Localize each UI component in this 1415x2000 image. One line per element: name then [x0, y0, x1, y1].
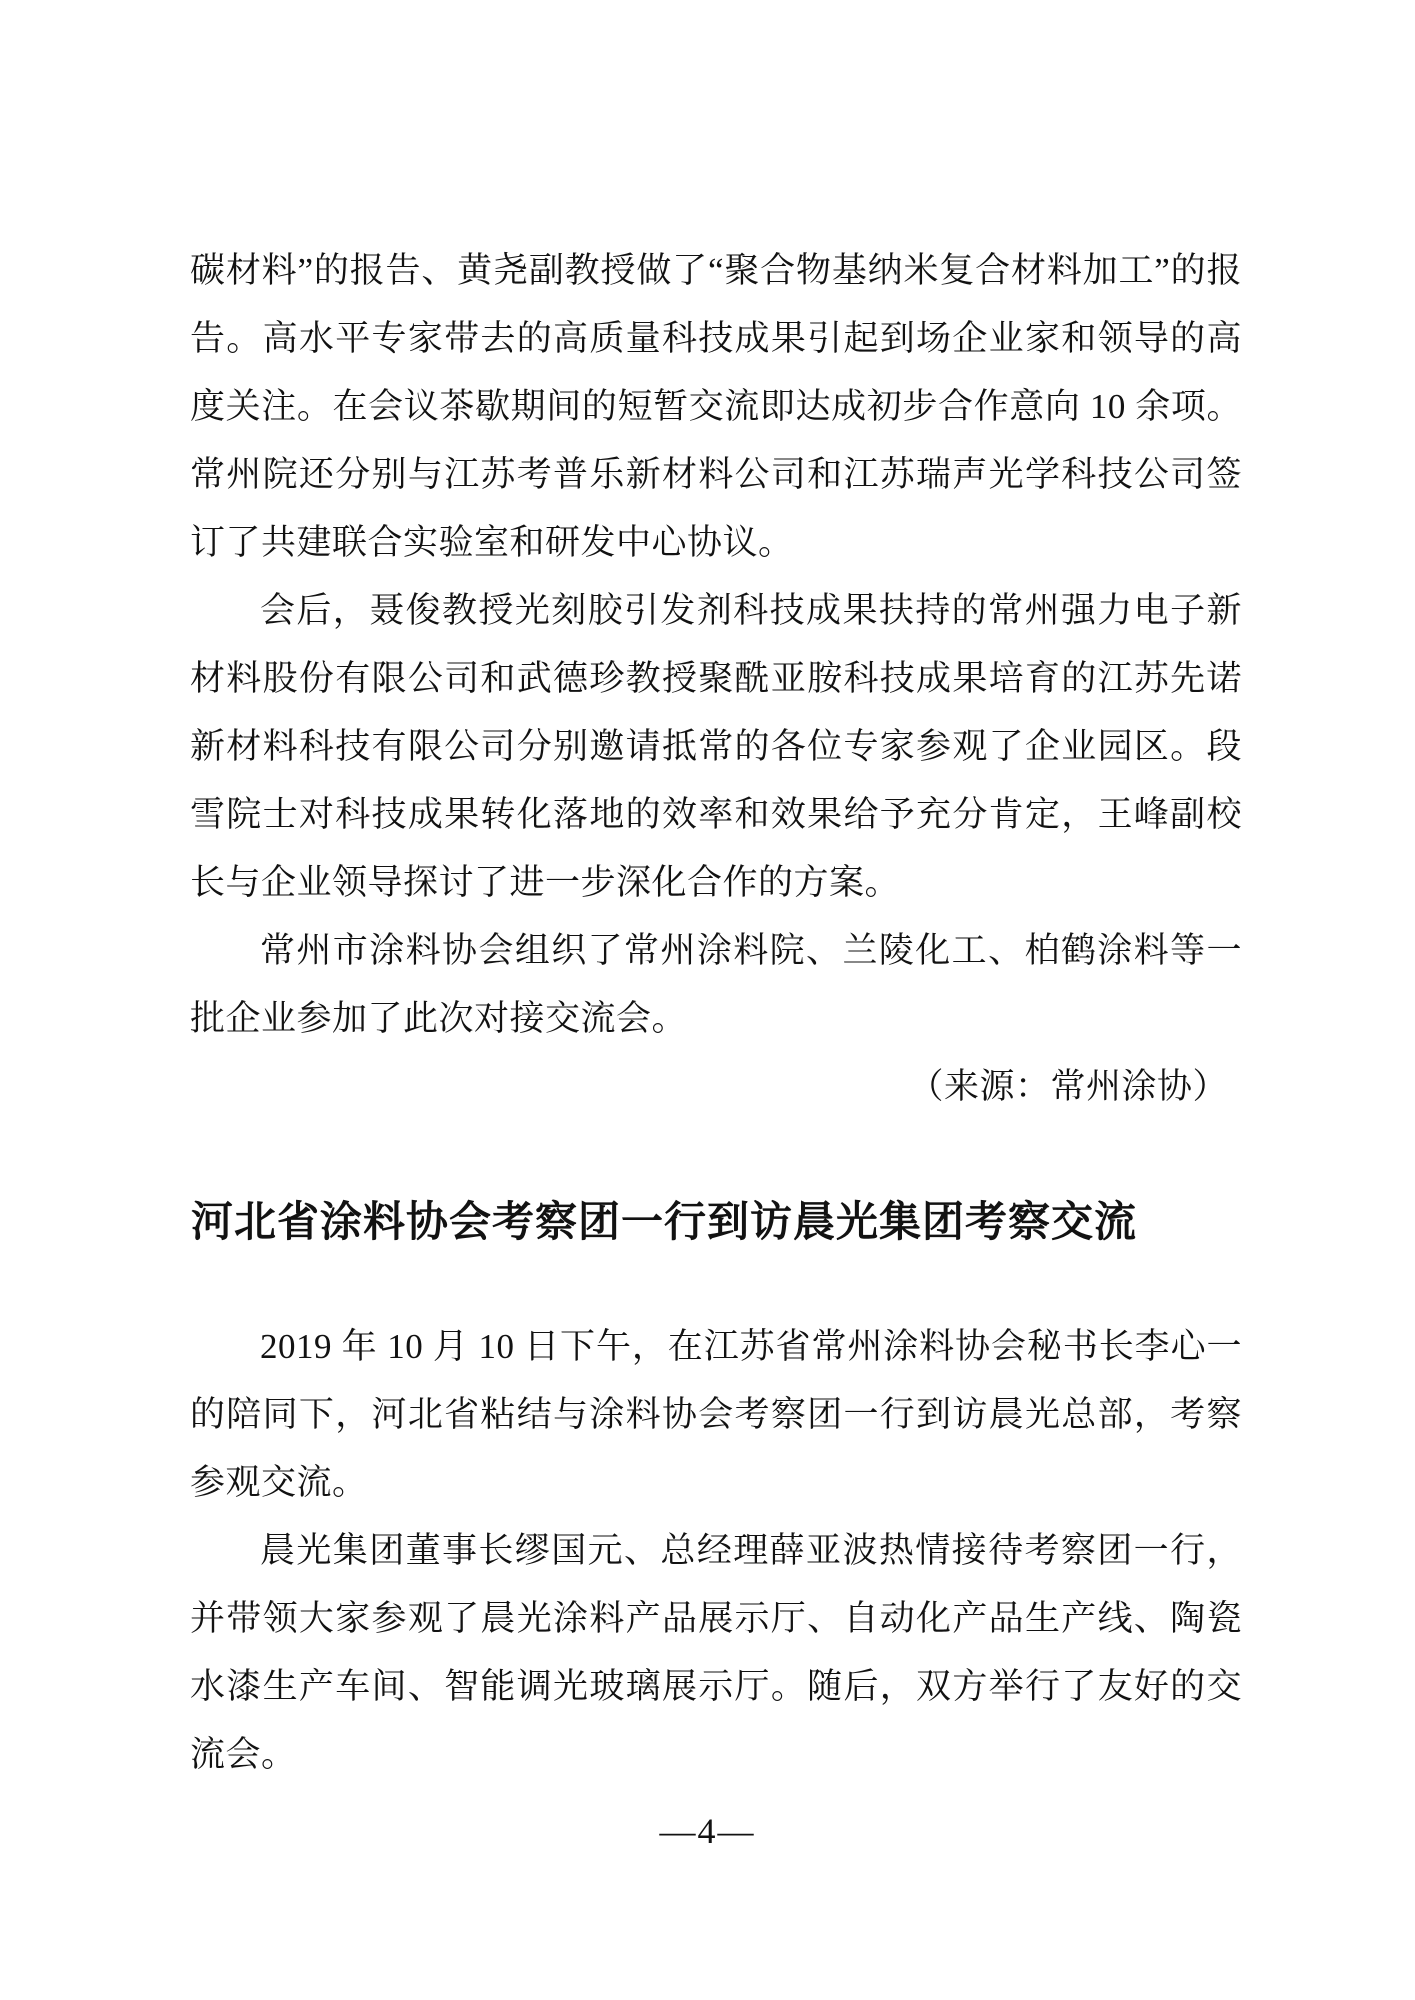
page-content	[190, 237, 1242, 1789]
article-coating-exchange	[190, 237, 1242, 1121]
paragraph-visit-intro: 2019 年 10 月 10 日下午，在江苏省常州涂料协会秘书长李心一的陪同下，河北省粘结与涂料协会考察团一行到访晨光总部，考察参观交流。	[190, 1327, 1242, 1502]
paragraph-association-organized: 常州市涂料协会组织了常州涂料院、兰陵化工、柏鹤涂料等一批企业参加了此次对接交流会。	[190, 931, 1242, 1038]
article-hebei-visit	[190, 1189, 1242, 1789]
page-number: —4—	[659, 1811, 756, 1851]
paragraph-after-meeting: 会后，聂俊教授光刻胶引发剂科技成果扶持的常州强力电子新材料股份有限公司和武德珍教授聚酰亚胺科技成果培育的江苏先诺新材料科技有限公司分别邀请抵常的各位专家参观了企业园区。段雪院士对科技成果转化落地的效率和效果给予充分肯定，王峰副校长与企业领导探讨了进一步深化合作的方案。	[190, 591, 1242, 902]
paragraph-visit-details: 晨光集团董事长缪国元、总经理薛亚波热情接待考察团一行，并带领大家参观了晨光涂料产品展示厅、自动化产品生产线、陶瓷水漆生产车间、智能调光玻璃展示厅。随后，双方举行了友好的交流会。	[190, 1531, 1242, 1774]
source-attribution: （来源：常州涂协）	[908, 1067, 1228, 1106]
paragraph-continuation: 碳材料”的报告、黄尧副教授做了“聚合物基纳米复合材料加工”的报告。高水平专家带去的高质量科技成果引起到场企业家和领导的高度关注。在会议茶歇期间的短暂交流即达成初步合作意向 10 余项。常州院还分别与江苏考普乐新材料公司和江苏瑞声光学科技公司签订了共建联合实验室和研发中心协议。	[190, 251, 1242, 562]
article-title: 河北省涂料协会考察团一行到访晨光集团考察交流	[190, 1200, 1137, 1246]
